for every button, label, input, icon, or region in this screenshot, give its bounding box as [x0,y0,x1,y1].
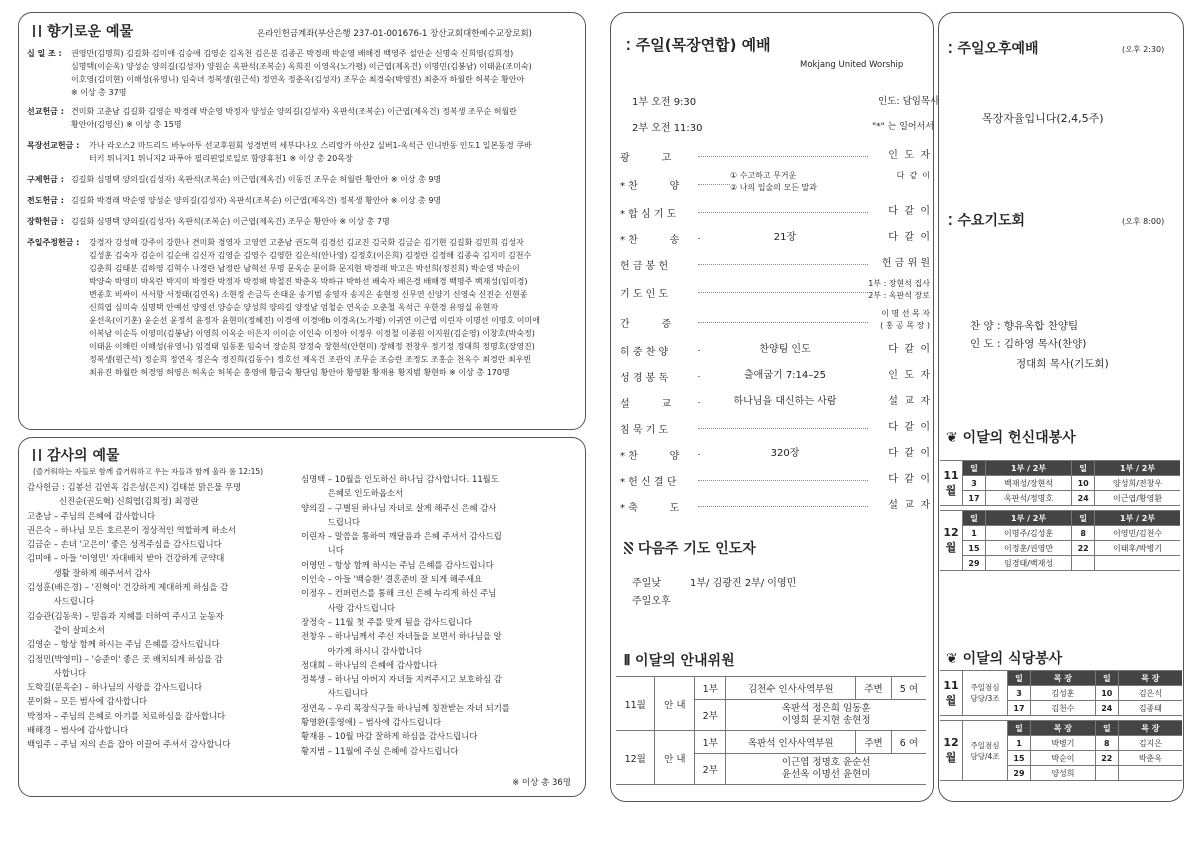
offering-line: 윤선옥(이기훈) 윤순선 윤정석 윤정자 윤현미(정혜진) 이경애 이경애b 이경옥(노가평) 이귀연 이근엽 이린자 이명선 이명호 이미애 [89,316,540,325]
duty-cell: 이근엽/황영환 [1095,491,1180,506]
thanks-line: 사드립니다 [301,688,369,699]
offering-label: 구제헌금 : [27,175,64,184]
duty-cell: 3 [1008,686,1031,701]
order-dots [698,506,868,507]
order-dots [698,264,868,265]
duty-cell: 김성훈 [1031,686,1096,701]
thanks-line: 황지범 – 11월에 주실 은혜에 감사드립니다 [301,745,459,756]
prayer-sunday-label: 주일낮 [632,578,661,589]
duty-cell: 17 [1008,701,1031,716]
thanks-panel [18,437,586,797]
duty-head: 목 장 [1031,721,1096,736]
offering-label: 목장선교헌금 : [27,141,80,150]
service-title: ❦ 이달의 헌신대봉사 [946,430,1076,446]
duty-cell: 17 [963,491,986,506]
dots-icon: ⁚ [948,42,953,56]
usher-row [616,731,926,754]
order-item: 히 중 찬 양 [620,347,669,358]
meal-title: ❦ 이달의 식당봉사 [946,651,1063,667]
checker-icon [624,542,633,554]
thanks-line: 생활 잘하게 해주셔서 감사 [27,567,151,578]
usher-row [616,677,926,700]
offering-group [27,173,581,186]
order-person: 헌 금 위 원 [881,258,930,269]
duty-cell: 24 [1095,701,1118,716]
duty-month: 12 월 [940,511,963,571]
wednesday-title: ⁚ 수요기도회 [948,213,1026,229]
duty-cell: 1 [1008,736,1031,751]
offering-line: 이태윤 이해린 이해성(유영니) 임경태 임동훈 임숙녀 장순희 장정숙 장현석(안현미) 장해정 전창우 정기정 정대희 정명호(장영진) [89,342,535,351]
usher-weekday-value: 6 여 [891,731,926,754]
duty-cell [1095,556,1180,571]
order-person: 다 같 이 [888,448,930,459]
duty-cell: 22 [1095,751,1118,766]
offering-names [71,47,581,99]
offering-names [89,236,581,379]
thanks-line: 배해경 – 범사에 감사합니다 [27,725,129,736]
duty-head: 일 [1072,461,1095,476]
order-item: 헌 금 봉 헌 [620,261,669,272]
order-item: * 합 심 기 도 [620,209,677,220]
usher-month: 12월 [616,731,655,785]
offering-line: 심명택(이순옥) 양성순 양의길(김성자) 양원순 옥판석(조복순) 옥희진 이영옥(노가평) 이근엽(제옥건) 이명민(김봉남) 이태윤(조미숙) [71,62,532,71]
offering-group [27,194,581,207]
thanks-line: 고춘남 – 주님의 은혜에 감사합니다 [27,510,156,521]
duty-cell: 백재성/장현석 [986,476,1072,491]
usher-names: 김천수 인사사역부원 [726,677,856,700]
duty-head: 1부 / 2부 [1095,511,1180,526]
duty-cell: 24 [1072,491,1095,506]
duty-head: 1부 / 2부 [986,461,1072,476]
duty-cell: 29 [963,556,986,571]
usher-weekday: 주변 [856,731,892,754]
thanks-line: 정대희 – 하나님의 은혜에 감사합니다 [301,659,438,670]
duty-cell: 김종태 [1118,701,1182,716]
duty-row [940,526,1180,541]
bar-icon [33,25,41,37]
order-person: 다 같 이 [888,474,930,485]
account-info: 온라인헌금계좌(부산은행 237-01-001676-1 장산교회대한예수교장로회) [257,29,532,39]
order-item: * 찬 양 [620,451,680,462]
duty-cell: 박춘옥 [1118,751,1182,766]
duty-row [940,491,1180,506]
duty-cell [1118,766,1182,781]
duty-row [940,541,1180,556]
usher-part: 2부 [695,700,726,731]
order-person: 다 같 이 [888,232,930,243]
order-content: 하나님을 대신하는 사람 [700,395,870,409]
duty-cell: 10 [1072,476,1095,491]
flower-icon: ❦ [946,651,958,667]
wednesday-time: (오후 8:00) [1122,217,1165,226]
thanks-line: 문이화 – 모든 범사에 감사합니다 [27,696,148,707]
duty-header [940,671,1182,686]
duty-cell: 15 [1008,751,1031,766]
duty-cell: 박병기 [1031,736,1096,751]
order-row [620,441,930,467]
prayer-sunday-value: 1부/ 김광진 2부/ 이영민 [690,578,797,589]
offering-group [27,215,581,228]
order-item: 광 고 [620,153,672,164]
worship-title: ⁚ 주일(목장연합) 예배 [626,36,771,54]
order-row [620,143,930,169]
order-person: 설 교 자 [888,396,930,407]
duty-cell: 김지은 [1118,736,1182,751]
duty-head: 일 [1095,671,1118,686]
order-person: 인 도 자 [888,150,930,161]
wednesday-choir: 찬 양 : 향유옥합 찬양팀 [970,320,1079,332]
order-row [620,199,930,225]
thanks-line: 김정민(박영미) – '승준이' 좋은 곳 배치되게 하심을 감 [27,653,223,664]
duty-label: 주일점심 담당/3조 [963,671,1008,716]
duty-cell: 임경태/백재성 [986,556,1072,571]
dots-icon: ⁚ [948,214,953,228]
order-item: * 찬 송 [620,235,680,246]
thanks-line: 도학길(문옥순) – 하나님의 사랑을 감사드립니다 [27,682,203,693]
order-person: 다 같 이 [896,171,930,180]
offering-line: 김길화 심명택 양의길(김성자) 옥판석(조복순) 이근엽(제옥건) 이동건 조무순 허월란 황안아 ※ 이상 총 9명 [71,175,442,184]
order-row [620,337,930,363]
ushers-table [616,676,926,785]
dots-icon: ⁚ [626,39,631,53]
order-content: 21장 [700,231,870,245]
bar-icon [33,449,41,461]
duty-cell: 22 [1072,541,1095,556]
first-service-lead: 인도: 담임목사 [878,96,940,107]
thanks-total: ※ 이상 총 36명 [512,778,571,788]
order-person: 인 도 자 [888,370,930,381]
duty-cell: 양성희 [1031,766,1096,781]
offering-line: 김성훈 김숙자 김순이 김순애 김신자 김영순 김영수 김영한 김은석(안나영) 김정호(이은희) 김정란 김정해 김종숙 김지미 김천수 [89,251,532,260]
offering-group [27,139,581,165]
thanks-line: 이영민 – 항상 함께 하시는 주님 은혜를 감사드립니다 [301,559,494,570]
offering-title: 향기로운 예물 [33,21,133,41]
column-bars-icon: ⦀ [624,653,631,669]
offering-label: 전도헌금 : [27,196,64,205]
offering-line: 신희엽 심미숙 심명택 안예선 양영선 양승순 양성희 양의길 양정남 엄철순 연옥순 오춘철 옥석근 우한경 유영실 유현자 [89,303,499,312]
duty-cell: 8 [1072,526,1095,541]
duty-head: 일 [1008,671,1031,686]
duty-cell: 15 [963,541,986,556]
meal-table [940,670,1182,781]
thanks-line: 김영순 – 항상 함께 하시는 주님 은혜를 감사드립니다 [27,639,220,650]
thanks-left-column [27,480,307,752]
duty-cell: 10 [1095,686,1118,701]
first-service-time: 1부 오전 9:30 [632,97,697,108]
usher-role: 안 내 [655,677,695,731]
offering-line: 정복생(원근석) 정순희 정연옥 정은숙 정진희(김동수) 정호선 제옥건 조관익 조무순 조승란 조정도 조홍순 천옥수 최경란 최우빈 [89,355,532,364]
order-item: * 축 도 [620,503,680,514]
order-content: 출애굽기 7:14–25 [700,369,870,383]
offering-names [71,215,581,228]
usher-names: 옥판석 정은희 임동훈 이영희 문지현 송현정 [726,700,926,731]
order-dots [698,428,868,429]
duty-cell [1072,556,1095,571]
usher-weekday-value: 5 여 [891,677,926,700]
thanks-line: 장정숙 – 11월 첫 주를 맞게 됨을 감사드립니다 [301,616,473,627]
offering-group [27,236,581,379]
duty-head: 일 [1008,721,1031,736]
order-person: 이 명 선 목 자 ( 홍 공 목 장 ) [880,309,930,330]
thanks-line: 황재용 – 10월 마감 잘하게 하심을 감사드립니다 [301,731,478,742]
duty-head: 1부 / 2부 [986,511,1072,526]
afternoon-time: (오후 2:30) [1122,45,1165,54]
duty-head: 일 [963,461,986,476]
duty-cell: 김은식 [1118,686,1182,701]
ushers-title: ⦀ 이달의 안내위원 [624,653,735,669]
service-table [940,460,1180,571]
order-row [620,389,930,415]
order-content: 찬양팀 인도 [700,343,870,357]
duty-month: 12 월 [940,721,963,781]
order-dots [698,212,868,213]
duty-cell: 양성희/전창우 [1095,476,1180,491]
offering-line: 터키 튀니지1 튀니지2 파푸아 필리핀일로일로 함양휴천1 ※ 이상 총 20목장 [89,154,353,163]
duty-row [940,556,1180,571]
duty-grid [940,460,1180,571]
duty-head: 일 [1095,721,1118,736]
wednesday-lead1: 인 도 : 김하영 목사(찬양) [970,338,1087,350]
thanks-line: 사랑 감사드립니다 [301,602,396,613]
order-row [620,307,930,337]
thanks-line: 감사헌금 : 김봉선 김연옥 김은성(은지) 김태분 맑은물 무명 [27,482,242,492]
duty-head: 목 장 [1031,671,1096,686]
order-row [620,493,930,519]
ushers-grid [616,676,926,785]
thanks-title: 감사의 예물 [33,445,120,465]
thanks-line: 같이 살피소서 [27,624,105,635]
thanks-line: 이정우 – 컨퍼런스를 통해 크신 은혜 누리게 하신 주님 [301,588,497,599]
offering-panel [18,12,586,430]
prayer-title: 다음주 기도 인도자 [624,538,756,558]
duty-cell: 이태후/박병기 [1095,541,1180,556]
order-item: * 찬 양 [620,181,680,192]
thanks-line: 김성훈(배은경) – '진혁이' 건강하게 제대하게 하심을 감 [27,582,229,593]
thanks-line: 양의길 – 구별된 하나님 자녀로 살게 해주신 은혜 감사 [301,502,497,513]
thanks-line: 김금순 – 손녀 '고은이' 좋은 성적주심을 감사드립니다 [27,539,222,550]
thanks-line: 드립니다 [301,516,360,527]
offering-line: 견미화 고춘남 김길화 김영순 박경래 박순영 박정자 양성순 양의길(김성자) 옥판석(조복순) 이근엽(제옥건) 정복생 조무순 허월란 [71,107,517,116]
second-service-time: 2부 오전 11:30 [632,123,703,134]
order-person: 다 같 이 [888,206,930,217]
offering-line: 강경자 강성해 강주이 강한나 견미화 경영자 고영연 고춘남 권도혁 김경선 김교진 김국화 김금순 김기현 김길화 김민희 김성자 [89,238,524,247]
order-row [620,169,930,199]
prayer-afternoon-label: 주일오후 [632,596,671,607]
duty-grid [940,670,1182,781]
order-row [620,251,930,277]
thanks-line: 백임주 – 주님 저의 손을 잡아 이끌어 주셔서 감사합니다 [27,739,231,750]
offering-line: 이복남 이순득 이영미(김봉남) 이영희 이옥순 이은지 이이순 이인숙 이정아 이정우 이정철 이종원 이지원(김순영) 이창호(박숙정) [89,329,535,338]
thanks-line: 신진순(권도혁) 신희엽(김희정) 최경란 [27,496,199,507]
order-dots [698,322,868,323]
duty-head: 목 장 [1118,721,1182,736]
offering-group [27,47,581,99]
thanks-line: 김승관(김동욱) – 믿음과 지혜를 더하여 주시고 눈동자 [27,610,224,621]
duty-cell: 8 [1095,736,1118,751]
thanks-line: 이인숙 – 아들 '백승환' 결혼준비 잘 되게 해주세요 [301,574,483,585]
thanks-line: 정연옥 – 우리 목장식구들 하나님께 칭찬받는 자녀 되기를 [301,702,510,713]
afternoon-note: 목장자율입니다(2,4,5주) [982,112,1104,125]
duty-head: 일 [1072,511,1095,526]
order-person: 1부 : 장현석 집사 2부 : 옥판석 장로 [868,279,930,300]
offering-line: 김길화 심명택 양의길(김성자) 옥판석(조복순) 이근엽(제옥건) 조무순 황안아 ※ 이상 총 7명 [71,217,390,226]
duty-header [940,721,1182,736]
order-item: 성 경 봉 독 [620,373,669,384]
duty-label: 주일점심 담당/4조 [963,721,1008,781]
duty-cell: 옥판석/정명호 [986,491,1072,506]
thanks-line: 사드립니다 [27,596,95,607]
duty-cell: 이영민/김천수 [1095,526,1180,541]
order-dots [698,156,868,157]
order-content: 320장 [700,447,870,461]
offering-line: 이호영(김미현) 이해성(유영니) 임숙녀 정복생(원근석) 정연옥 정춘옥(김성자) 조무순 최경숙(박영진) 최춘자 하월란 허복순 황안아 [71,75,525,84]
duty-header [940,461,1180,476]
duty-cell: 이정훈/권영만 [986,541,1072,556]
duty-cell: 29 [1008,766,1031,781]
offering-label: 장학헌금 : [27,217,64,226]
order-row [620,225,930,251]
order-item: 간 증 [620,319,672,330]
order-row [620,467,930,493]
offering-label: 선교헌금 : [27,107,64,116]
offering-names [89,139,581,165]
thanks-line: 사합니다 [27,667,86,678]
thanks-line: 김미애 – 아들 '이영민' 자대배치 받아 건강하게 군약대 [27,553,225,564]
duty-cell: 박순이 [1031,751,1096,766]
order-item: 기 도 인 도 [620,289,669,300]
wednesday-lead2: 정대희 목사(기도회) [1016,358,1109,370]
usher-weekday: 주변 [856,677,892,700]
thanks-line: 박정자 – 주님의 은혜로 아기를 치료하심을 감사합니다 [27,710,226,721]
offering-label: 주일주정헌금 : [27,238,80,247]
thanks-line: 은혜로 인도하옵소서 [301,488,404,499]
offering-names [71,173,581,186]
thanks-line: 아가게 하시니 감사합니다 [301,645,422,656]
duty-month: 11 월 [940,671,963,716]
offering-group [27,105,581,131]
order-row [620,363,930,389]
duty-head: 일 [963,511,986,526]
standing-note: "*" 는 일어서서 [872,122,934,132]
order-item: * 헌 신 결 단 [620,477,677,488]
order-person: 다 같 이 [888,422,930,433]
order-row [620,277,930,307]
thanks-line: 니다 [301,545,344,556]
flower-icon: ❦ [946,430,958,446]
order-row [620,415,930,441]
usher-names: 이근엽 정명호 윤순선 윤선옥 이명선 윤현미 [726,754,926,785]
thanks-right-column [301,472,583,758]
duty-header [940,511,1180,526]
thanks-line: 권은숙 – 하나님 모든 호르몬이 정상적인 역할하게 하소서 [27,524,236,535]
thanks-line: 정복생 – 하나님 아버지 자녀들 지켜주시고 보호하심 감 [301,674,502,685]
usher-role: 안 내 [655,731,695,785]
offering-names [71,194,581,207]
duty-cell [1095,766,1118,781]
order-item: 설 교 [620,399,672,410]
usher-part: 2부 [695,754,726,785]
usher-part: 1부 [695,731,726,754]
offering-line: 박양숙 박영미 박옥란 박지미 박정란 박정자 박정해 박철진 박춘옥 박하규 박하선 배숙자 배은경 배해경 백명주 백재성(임미경) [89,277,528,286]
thanks-line: 심명택 – 10월을 인도하신 하나님 감사합니다. 11월도 [301,474,499,484]
offering-label: 십 일 조 : [27,49,62,58]
order-item: 침 묵 기 도 [620,425,669,436]
offering-line: 권영만(김명희) 김길화 김미애 김승애 김영순 김옥천 김은분 김종곤 박경래 박순영 배해경 백영주 설안순 신명숙 신희영(김희정) [71,49,514,58]
duty-head: 1부 / 2부 [1095,461,1180,476]
offering-line: 김길화 박경래 박순영 양성순 양의길(김성자) 옥판석(조복순) 이근엽(제옥건) 정복생 황안아 ※ 이상 총 9명 [71,196,442,205]
duty-head: 목 장 [1118,671,1182,686]
order-dots [698,480,868,481]
offering-line: 최유진 하월란 허경영 허영은 허옥순 허복순 홍영애 황금숙 황단임 황안아 황영환 황재용 황지범 황현하 ※ 이상 총 170명 [89,368,510,377]
worship-subtitle: Mokjang United Worship [800,60,904,70]
duty-row [940,476,1180,491]
usher-month: 11월 [616,677,655,731]
order-dots [698,292,868,293]
order-person: 설 교 자 [888,500,930,511]
thanks-line: 이린자 – 말씀을 통하여 깨달음과 은혜 주셔서 감사드립 [301,531,502,542]
offering-names [71,105,581,131]
offering-line: ※ 이상 총 37명 [71,88,127,97]
usher-part: 1부 [695,677,726,700]
offering-line: 변종호 비싸이 서서향 서정태(김연옥) 소현정 손금득 손태운 송기범 송영자 송지은 송현정 신무연 신양기 신영숙 신진순 신현종 [89,290,528,299]
duty-cell: 이명주/김성훈 [986,526,1072,541]
offering-line: 황안아(김영신) ※ 이상 총 15명 [71,120,182,129]
order-content: ① 수고하고 무거운 ② 나의 입술의 모든 말과 [730,170,900,194]
offering-list [27,47,581,379]
duty-cell: 김천수 [1031,701,1096,716]
thanks-line: 황영환(홍영애) – 범사에 감사드립니다 [301,717,442,728]
afternoon-title: ⁚ 주일오후예배 [948,41,1039,57]
duty-cell: 1 [963,526,986,541]
thanks-line: 전창우 – 하나님께서 주신 자녀들을 보면서 하나님을 알 [301,631,502,642]
usher-names: 옥판석 인사사역부원 [726,731,856,754]
thanks-subtitle: (즐거워하는 자들로 함께 즐거워하고 우는 자들과 함께 울라 롬 12:15) [33,467,264,476]
offering-line: 김춘희 김태분 김하영 김혁수 나경란 남정란 남혁선 무명 문옥순 문이화 문지현 박경래 박고은 박선희(정진희) 박순영 박순이 [89,264,520,273]
duty-cell: 3 [963,476,986,491]
order-person: 다 같 이 [888,344,930,355]
duty-month: 11 월 [940,461,963,506]
offering-line: 가나 라오스2 마드리드 바누아투 선교후원회 성경번역 세부다나오 스리랑카 아산2 실버1-옥석근 인니반동 인도1 일본동경 쿠바 [89,141,532,150]
